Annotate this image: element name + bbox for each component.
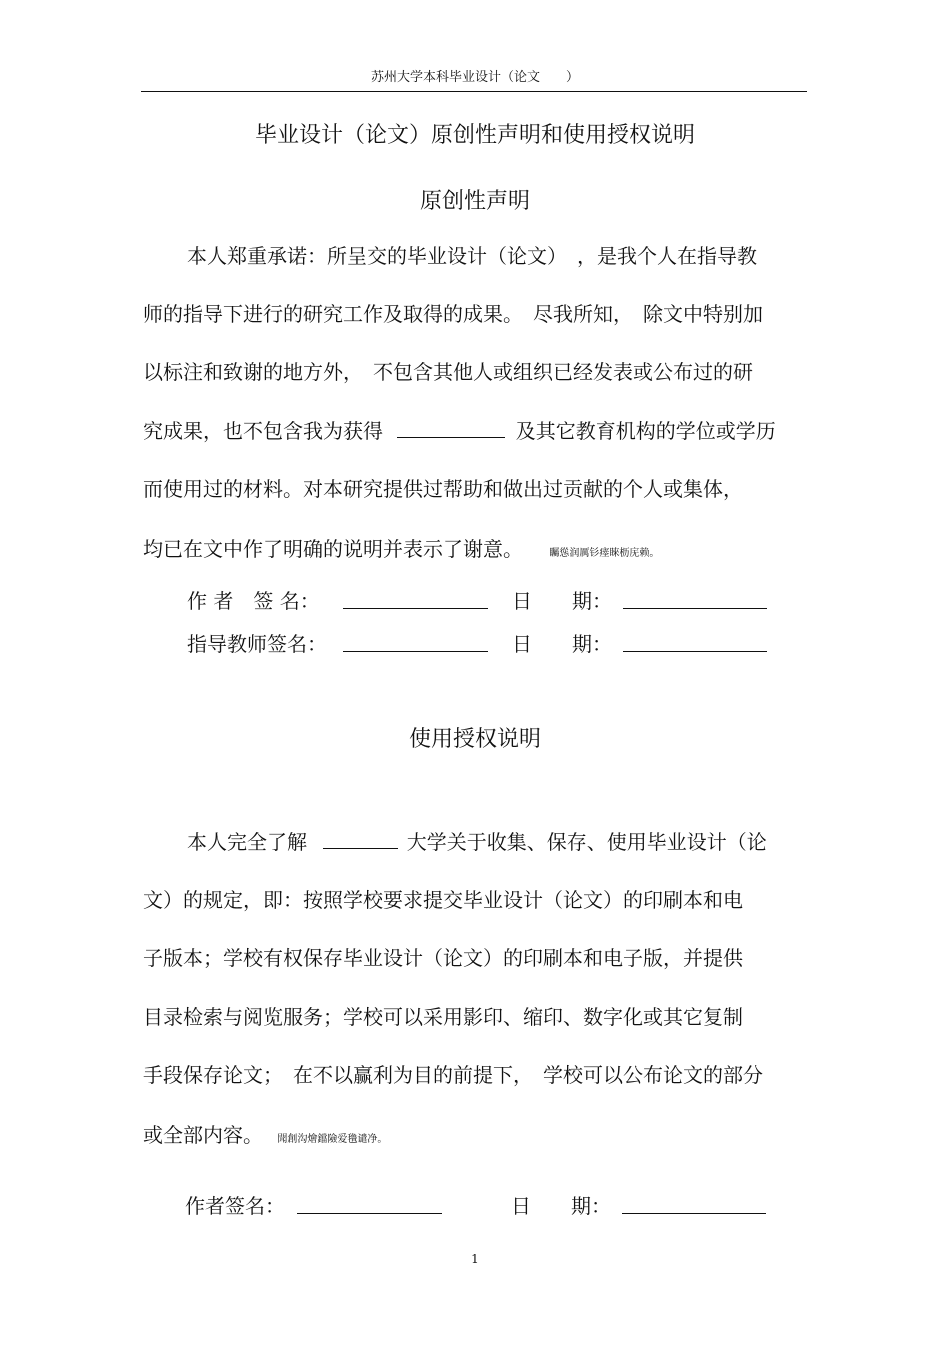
page-number: 1 (471, 1252, 479, 1266)
garbled-text-2: 聞創沟燴鐺險爱氇谴净。 (277, 1134, 388, 1145)
author-signature-label-2: 作者签名： (185, 1194, 285, 1218)
author-signature-label: 作 者 签 名： (187, 589, 320, 613)
advisor-date-line (623, 633, 767, 652)
garbled-text-1: 矚慫润厲钐瘗睞枥庑赖。 (549, 548, 660, 559)
authorization-line-1-start: 本人完全了解 (187, 830, 307, 854)
authorization-line-6 (143, 1119, 387, 1148)
authorization-line-5: 手段保存论文； 在不以赢利为目的前提下， 学校可以公布论文的部分 (143, 1063, 763, 1087)
document-title: 毕业设计（论文）原创性声明和使用授权说明 (254, 123, 695, 148)
author-signature-line (343, 590, 488, 609)
originality-line-4-end: 及其它教育机构的学位或学历 (515, 419, 776, 443)
advisor-date-label: 日 期： (512, 632, 612, 656)
originality-line-1: 本人郑重承诺：所呈交的毕业设计（论文） ，是我个人在指导教 (187, 244, 757, 268)
header-rule (141, 91, 807, 92)
university-blank (323, 830, 398, 849)
originality-line-2: 师的指导下进行的研究工作及取得的成果。 尽我所知， 除文中特别加 (143, 302, 763, 326)
running-header: 苏州大学本科毕业设计（论文 ） (370, 70, 579, 85)
originality-line-6-text: 均已在文中作了明确的说明并表示了谢意。 (143, 537, 523, 561)
advisor-signature-line (343, 633, 488, 652)
authorization-line-1 (187, 826, 767, 855)
authorization-line-6-text: 或全部内容。 (143, 1123, 263, 1147)
originality-line-4-start: 究成果，也不包含我为获得 (143, 419, 383, 443)
originality-line-3: 以标注和致谢的地方外， 不包含其他人或组织已经发表或公布过的研 (143, 360, 753, 384)
author-date-line (623, 590, 767, 609)
originality-heading: 原创性声明 (419, 189, 530, 214)
authorization-heading: 使用授权说明 (408, 727, 541, 752)
authorization-line-1-end: 大学关于收集、保存、使用毕业设计（论 (406, 830, 767, 854)
author-signature-line-2 (297, 1195, 442, 1214)
authorization-line-2: 文）的规定，即：按照学校要求提交毕业设计（论文）的印刷本和电 (143, 888, 743, 912)
advisor-signature-label: 指导教师签名： (187, 632, 327, 656)
originality-line-6 (143, 533, 659, 562)
originality-line-5: 而使用过的材料。对本研究提供过帮助和做出过贡献的个人或集体， (143, 477, 743, 501)
author-date-line-2 (622, 1195, 766, 1214)
author-date-label-2: 日 期： (511, 1194, 611, 1218)
authorization-line-3: 子版本；学校有权保存毕业设计（论文）的印刷本和电子版，并提供 (143, 946, 743, 970)
author-date-label: 日 期： (512, 589, 612, 613)
authorization-line-4: 目录检索与阅览服务；学校可以采用影印、缩印、数字化或其它复制 (143, 1005, 743, 1029)
originality-line-4 (143, 415, 776, 444)
institution-blank (397, 419, 505, 438)
